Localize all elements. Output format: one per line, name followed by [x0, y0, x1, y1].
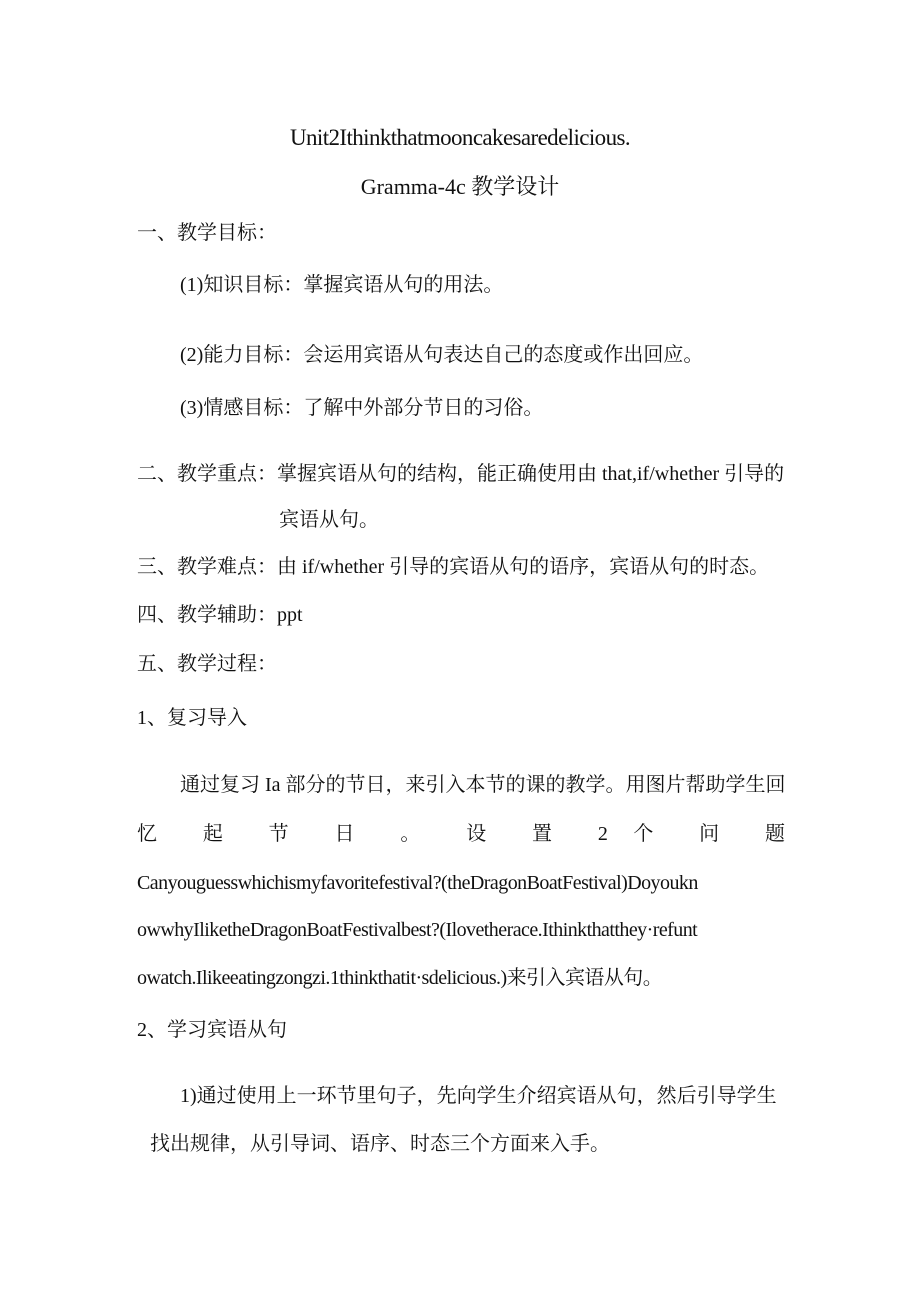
- step-learn-paragraph-line: 找出规律，从引导词、语序、时态三个方面来入手。: [150, 1133, 610, 1155]
- section-key-points: 二、教学重点：掌握宾语从句的结构，能正确使用由 that,if/whether 引导的: [137, 463, 785, 485]
- document-title: Unit2Ithinkthatmooncakesaredelicious.: [290, 125, 630, 150]
- section-difficulties: 三、教学难点：由 if/whether 引导的宾语从句的语序，宾语从句的时态。: [137, 556, 770, 578]
- objective-ability: (2)能力目标：会运用宾语从句表达自己的态度或作出回应。: [180, 344, 704, 366]
- objective-knowledge: (1)知识目标：掌握宾语从句的用法。: [180, 274, 504, 296]
- step-review-paragraph-line: 忆 起 节 日 。 设 置 2 个 问 题: [137, 823, 785, 845]
- step-learn-heading: 2、学习宾语从句: [137, 1019, 287, 1041]
- section-teaching-aids: 四、教学辅助：ppt: [137, 604, 303, 626]
- step-review-paragraph-line: owwhyIliketheDragonBoatFestivalbest?(Ilovetherace.Ithinkthatthey·refunt: [137, 919, 698, 941]
- step-review-paragraph-line: owatch.Ilikeeatingzongzi.1thinkthatit·sdelicious.)来引入宾语从句。: [137, 967, 663, 989]
- document-subtitle: Gramma-4c 教学设计: [360, 174, 560, 199]
- section-key-points-continued: 宾语从句。: [279, 509, 379, 531]
- step-review-paragraph-line: Canyouguesswhichismyfavoritefestival?(theDragonBoatFestival)Doyoukn: [137, 872, 698, 894]
- step-review-paragraph-line: 通过复习 Ia 部分的节日，来引入本节的课的教学。用图片帮助学生回: [180, 774, 786, 796]
- section-heading-objectives: 一、教学目标：: [137, 222, 277, 244]
- section-heading-process: 五、教学过程：: [137, 653, 277, 675]
- objective-emotion: (3)情感目标：了解中外部分节日的习俗。: [180, 397, 544, 419]
- step-review-heading: 1、复习导入: [137, 707, 247, 729]
- step-learn-paragraph-line: 1)通过使用上一环节里句子，先向学生介绍宾语从句，然后引导学生: [180, 1085, 777, 1107]
